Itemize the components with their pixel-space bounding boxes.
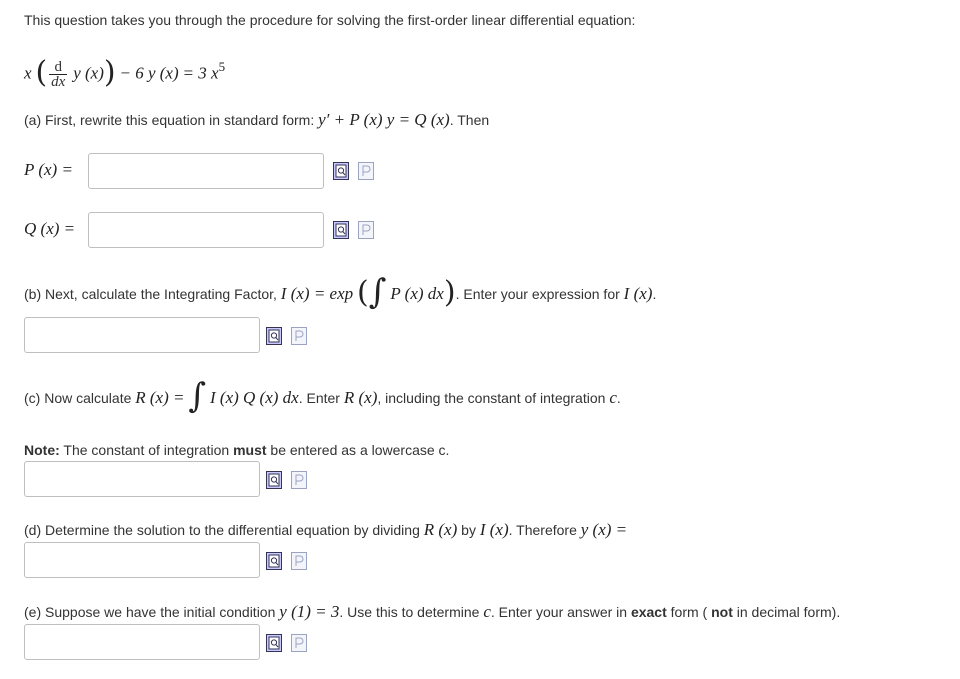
preview-icon[interactable] (333, 162, 349, 180)
part-e-mid: . Use this to determine (339, 604, 484, 620)
differential-equation (24, 52, 226, 91)
r-input[interactable] (24, 461, 260, 497)
q-input-tools (333, 221, 374, 239)
c-value-input[interactable] (24, 624, 260, 660)
note-text2: be entered as a lowercase c. (266, 442, 450, 458)
preview-icon[interactable] (266, 471, 282, 489)
part-c-r-lhs: R (x) = (135, 388, 185, 407)
y-input-tools (266, 552, 307, 570)
part-b-rparen: ) (443, 275, 456, 311)
part-d-y-eq: y (x) = (580, 520, 628, 539)
intro-text: This question takes you through the procedure for solving the first-order linear differential equation: (24, 12, 636, 28)
part-d-after: . Therefore (508, 522, 581, 538)
integral-sign: ∫ (188, 376, 207, 417)
help-icon[interactable] (291, 552, 307, 570)
eq-d-den: dx (51, 74, 66, 91)
part-b-integrand: P (x) dx (390, 284, 444, 303)
part-b-text (24, 274, 656, 314)
part-e-c: c (483, 602, 491, 621)
q-input[interactable] (88, 212, 324, 248)
preview-icon[interactable] (266, 634, 282, 652)
preview-icon[interactable] (266, 327, 282, 345)
part-b-after: . Enter your expression for (455, 286, 624, 302)
part-d-text (24, 520, 627, 540)
p-input[interactable] (88, 153, 324, 189)
part-c-after: , including the constant of integration (377, 390, 610, 406)
help-icon[interactable] (291, 471, 307, 489)
part-b-lparen: ( (357, 275, 369, 311)
part-c-r-ref: R (x) (343, 388, 378, 407)
part-e-exact: exact (630, 604, 667, 620)
part-d-r-ref: R (x) (423, 520, 458, 539)
part-e-ic: y (1) = 3 (279, 602, 340, 621)
integrating-factor-input[interactable] (24, 317, 260, 353)
help-icon[interactable] (358, 221, 374, 239)
r-input-tools (266, 471, 307, 489)
eq-rparen: ) (103, 54, 116, 90)
part-c-mid: . Enter (298, 390, 344, 406)
y-solution-input[interactable] (24, 542, 260, 578)
part-e-not: not (711, 604, 733, 620)
part-c-period: . (616, 390, 621, 406)
preview-icon[interactable] (266, 552, 282, 570)
part-c-integrand: I (x) Q (x) dx (210, 388, 299, 407)
note-bold: must (233, 442, 267, 458)
if-input-tools (266, 327, 307, 345)
note-text (24, 442, 449, 458)
p-label: P (x) = (24, 160, 73, 179)
eq-d-num: d (49, 60, 67, 75)
eq-minus-term: − 6 y (x) (119, 63, 179, 83)
note-text1: The constant of integration (59, 442, 234, 458)
help-icon[interactable] (291, 634, 307, 652)
part-e-before: (e) Suppose we have the initial condition (24, 604, 280, 620)
part-e-text (24, 602, 840, 622)
help-icon[interactable] (358, 162, 374, 180)
part-b-if-ref: I (x) (623, 284, 653, 303)
part-c-constant: c (609, 388, 617, 407)
eq-lparen: ( (35, 54, 48, 90)
preview-icon[interactable] (333, 221, 349, 239)
part-c-before: (c) Now calculate (24, 390, 136, 406)
eq-rhs: = 3 x (182, 63, 219, 83)
part-d-by: by (457, 522, 480, 538)
q-label: Q (x) = (24, 219, 76, 238)
part-d-before: (d) Determine the solution to the differential equation by dividing (24, 522, 424, 538)
eq-x: x (24, 63, 32, 83)
eq-y-of-x: y (x) (73, 63, 104, 83)
part-d-i-ref: I (x) (479, 520, 509, 539)
integral-sign: ∫ (368, 272, 387, 313)
help-icon[interactable] (291, 327, 307, 345)
part-a-standard-form: y′ + P (x) y = Q (x) (318, 110, 450, 129)
note-label: Note: (24, 442, 60, 458)
eq-exponent: 5 (218, 59, 226, 74)
part-e-after: in decimal form). (732, 604, 841, 620)
part-a-text (24, 110, 489, 130)
part-a-after: . Then (449, 112, 490, 128)
part-b-if-lhs: I (x) = exp (280, 284, 354, 303)
eq-derivative (49, 60, 67, 89)
c-input-tools (266, 634, 307, 652)
part-e-mid2: . Enter your answer in (490, 604, 631, 620)
part-a-before: (a) First, rewrite this equation in standard form: (24, 112, 319, 128)
part-c-text (24, 378, 621, 418)
part-b-period: . (652, 286, 657, 302)
part-e-mid3: form ( (666, 604, 712, 620)
p-input-tools (333, 162, 374, 180)
part-b-before: (b) Next, calculate the Integrating Factor, (24, 286, 281, 302)
